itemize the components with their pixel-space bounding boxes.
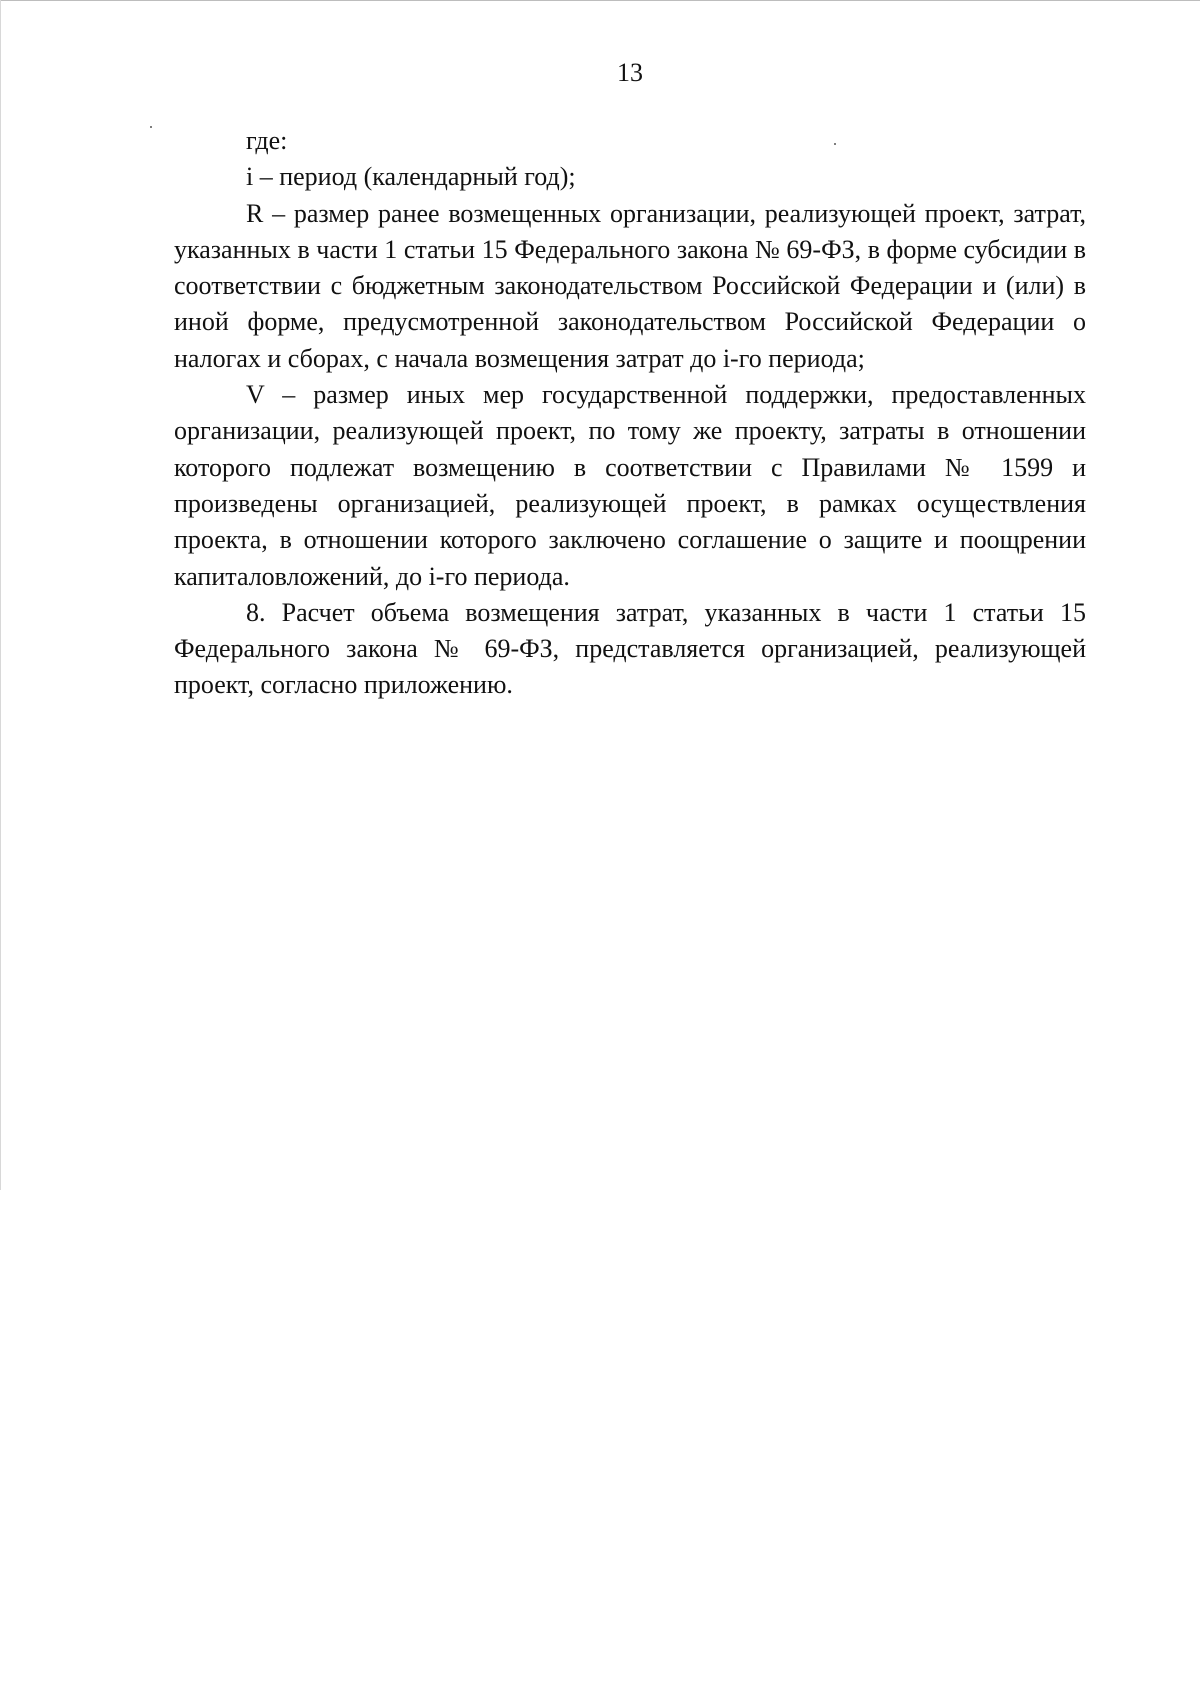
paragraph-item-8: 8. Расчет объема возмещения затрат, указанных в части 1 статьи 15 Федерального закона № 69-ФЗ, представляется организацией, реализующей проект, согласно приложению. bbox=[174, 597, 1086, 700]
scan-left-edge bbox=[0, 0, 1, 1190]
scan-speck bbox=[150, 126, 152, 128]
paragraph-definition-v: V – размер иных мер государственной поддержки, предоставленных организации, реализующей проект, по тому же проекту, затраты в отношении которого подлежат возмещению в соответствии с Правилами № 1599 и произведены организацией, реализующей проект, в рамках осуществления проекта, в отношении которого заключено соглашение о защите и поощрении капиталовложений, до i-го периода. bbox=[174, 380, 1086, 591]
paragraph-definition-i: i – период (календарный год); bbox=[246, 162, 576, 192]
paragraph-definition-r: R – размер ранее возмещенных организации, реализующей проект, затрат, указанных в части 1 статьи 15 Федерального закона № 69-ФЗ, в форме субсидии в соответствии с бюджетным законодательством Российской Федерации и (или) в иной форме, предусмотренной законодательством Российской Федерации о налогах и сборах, с начала возмещения затрат до i-го периода; bbox=[174, 198, 1086, 373]
page-number: 13 bbox=[617, 58, 643, 87]
paragraph-where: где: bbox=[246, 126, 288, 155]
document-body bbox=[174, 123, 1086, 704]
scan-top-edge bbox=[0, 0, 1200, 1]
